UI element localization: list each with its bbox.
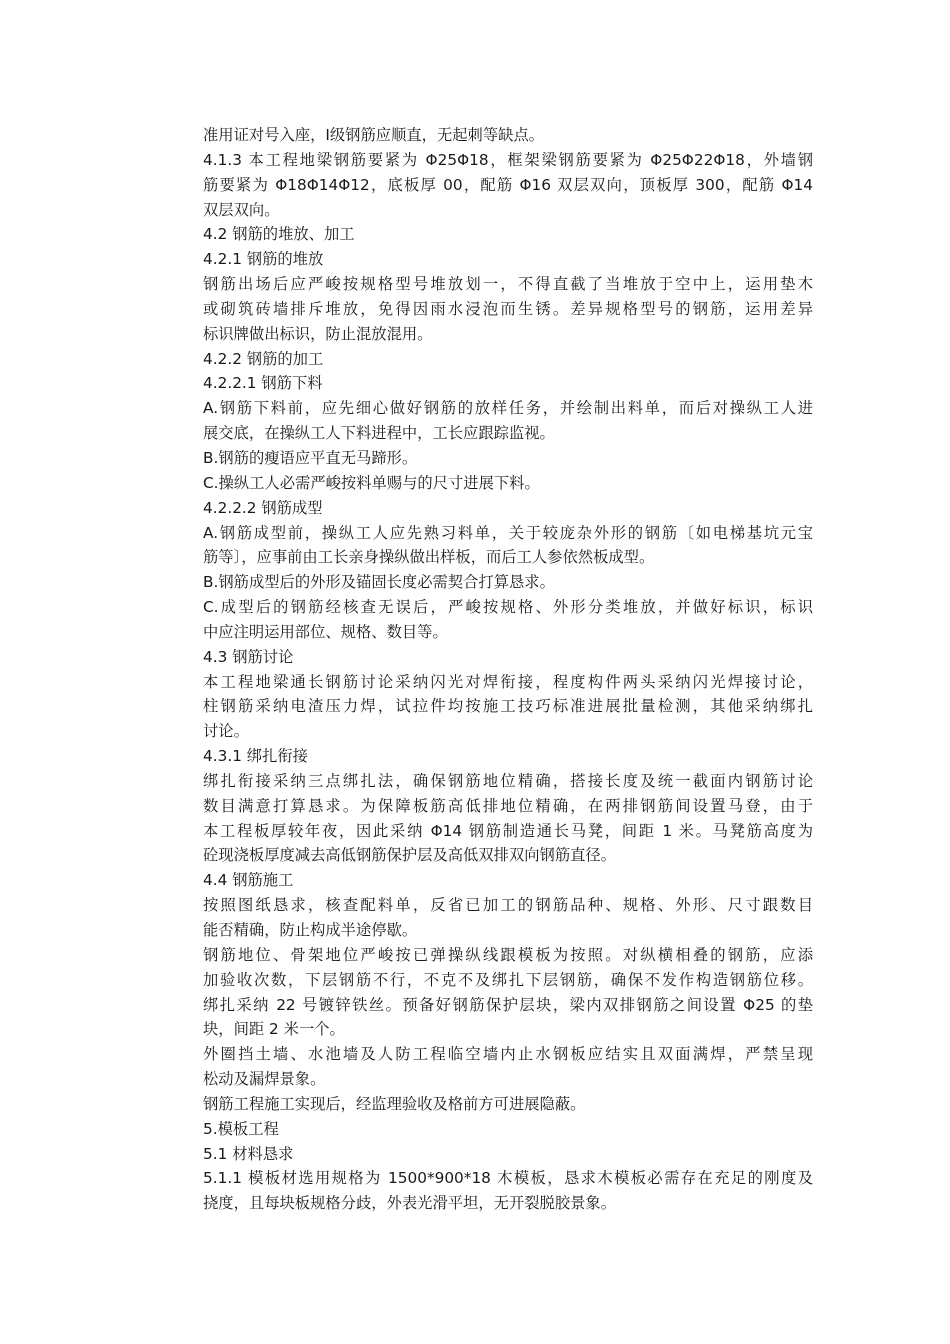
text-line: 双层双向。 — [203, 200, 280, 219]
text-line: 或砌筑砖墙排斥堆放，免得因雨水浸泡而生锈。差异规格型号的钢筋，运用差异 — [203, 299, 813, 318]
text-line: 4.4 钢筋施工 — [203, 871, 294, 890]
text-line: B.钢筋的瘦语应平直无马蹄形。 — [203, 448, 418, 467]
text-line: 4.2.2.1 钢筋下料 — [203, 374, 323, 393]
text-line: C.操纵工人必需严峻按料单赐与的尺寸进展下料。 — [203, 473, 540, 492]
text-line: 本工程板厚较年夜，因此采纳 Φ14 钢筋制造通长马凳，间距 1 米。马凳筋高度为 — [203, 821, 813, 840]
text-line: 4.2.1 钢筋的堆放 — [203, 250, 324, 269]
text-line: 展交底，在操纵工人下料进程中，工长应跟踪监视。 — [203, 424, 555, 443]
text-line: 4.3.1 绑扎衔接 — [203, 747, 308, 766]
text-line: 块，间距 2 米一个。 — [203, 1020, 345, 1039]
text-line: 砼现浇板厚度减去高低钢筋保护层及高低双排双向钢筋直径。 — [203, 846, 617, 865]
text-line: 中应注明运用部位、规格、数目等。 — [203, 622, 448, 641]
text-line: 外圈挡土墙、水池墙及人防工程临空墙内止水钢板应结实且双面满焊，严禁呈现 — [203, 1045, 813, 1064]
text-line: 松动及漏焊景象。 — [203, 1070, 326, 1089]
document-body — [203, 123, 813, 1216]
text-line: B.钢筋成型后的外形及锚固长度必需契合打算恳求。 — [203, 573, 555, 592]
text-line: 5.1 材料恳求 — [203, 1144, 294, 1163]
text-line: 柱钢筋采纳电渣压力焊，试拉件均按施工技巧标准进展批量检测，其他采纳绑扎 — [203, 697, 813, 716]
text-line: 4.2.2 钢筋的加工 — [203, 349, 324, 368]
text-line: C.成型后的钢筋经核查无误后，严峻按规格、外形分类堆放，并做好标识，标识 — [203, 598, 813, 617]
text-line: 4.1.3 本工程地梁钢筋要紧为 Φ25Φ18，框架梁钢筋要紧为 Φ25Φ22Φ18，外墙钢 — [203, 150, 813, 169]
text-line: 钢筋地位、骨架地位严峻按已弹操纵线跟模板为按照。对纵横相叠的钢筋，应添 — [203, 945, 813, 964]
text-line: 绑扎衔接采纳三点绑扎法，确保钢筋地位精确，搭接长度及统一截面内钢筋讨论 — [203, 771, 813, 790]
text-line: 筋要紧为 Φ18Φ14Φ12，底板厚 00，配筋 Φ16 双层双向，顶板厚 300，配筋 Φ14 — [203, 175, 813, 194]
text-line: 筋等〕，应事前由工长亲身操纵做出样板，而后工人参依然板成型。 — [203, 548, 655, 567]
text-line: A.钢筋成型前，操纵工人应先熟习料单，关于较庞杂外形的钢筋〔如电梯基坑元宝 — [203, 523, 813, 542]
text-line: 4.2 钢筋的堆放、加工 — [203, 225, 355, 244]
text-line: 4.2.2.2 钢筋成型 — [203, 498, 323, 517]
text-line: 讨论。 — [203, 722, 249, 741]
text-line: 挠度，且每块板规格分歧，外表光滑平坦，无开裂脱胶景象。 — [203, 1194, 617, 1213]
text-line: 本工程地梁通长钢筋讨论采纳闪光对焊衔接，程度构件两头采纳闪光焊接讨论， — [203, 672, 813, 691]
text-line: 绑扎采纳 22 号镀锌铁丝。预备好钢筋保护层块，梁内双排钢筋之间设置 Φ25 的垫 — [203, 995, 813, 1014]
text-line: 加验收次数，下层钢筋不行，不克不及绑扎下层钢筋，确保不发作构造钢筋位移。 — [203, 970, 813, 989]
text-line: 钢筋工程施工实现后，经监理验收及格前方可进展隐蔽。 — [203, 1094, 586, 1113]
text-line: 5.1.1 模板材选用规格为 1500*900*18 木模板，恳求木模板必需存在充足的刚度及 — [203, 1169, 813, 1188]
text-line: 准用证对号入座，Ⅰ级钢筋应顺直，无起刺等缺点。 — [203, 126, 545, 144]
text-line: 能否精确，防止构成半途停歇。 — [203, 921, 418, 939]
text-line: 5.模板工程 — [203, 1119, 279, 1138]
text-line: 钢筋出场后应严峻按规格型号堆放划一，不得直截了当堆放于空中上，运用垫木 — [203, 275, 813, 294]
text-line: 4.3 钢筋讨论 — [203, 647, 294, 666]
text-line: A.钢筋下料前，应先细心做好钢筋的放样任务，并绘制出料单，而后对操纵工人进 — [203, 399, 813, 418]
text-line: 标识牌做出标识，防止混放混用。 — [203, 324, 433, 343]
text-line: 数目满意打算恳求。为保障板筋高低排地位精确，在两排钢筋间设置马登，由于 — [203, 796, 813, 815]
text-line: 按照图纸恳求，核查配料单，反省已加工的钢筋品种、规格、外形、尺寸跟数目 — [203, 896, 813, 915]
